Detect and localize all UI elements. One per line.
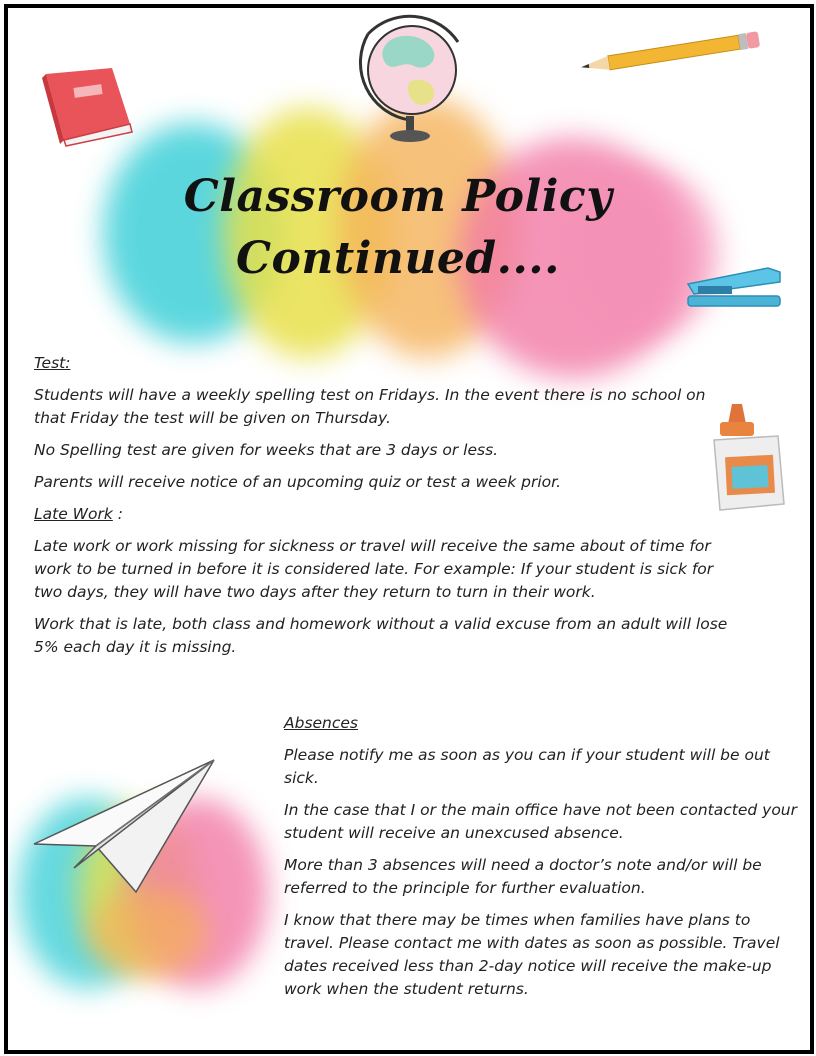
test-paragraph-2: No Spelling test are given for weeks that are 3 days or less.: [34, 441, 499, 459]
late-work-paragraph-2: Work that is late, both class and homework without a valid excuse from an adult will lose 5% each day it is missing.: [34, 615, 728, 656]
title-line-1: Classroom Policy: [183, 171, 613, 222]
document-page: [4, 4, 814, 1054]
late-work-heading-suffix: :: [112, 505, 123, 523]
absences-section: [284, 712, 804, 1010]
late-work-heading: Late Work: [34, 505, 113, 523]
late-work-heading-line: [34, 503, 734, 526]
absences-heading: Absences: [284, 714, 359, 732]
paper-airplane-icon: [30, 756, 220, 898]
book-icon: [34, 64, 138, 148]
absences-paragraph-2: In the case that I or the main office have not been contacted your student will receive an unexcused absence.: [284, 801, 797, 842]
title-line-2: Continued....: [236, 233, 560, 284]
absences-paragraph-4: I know that there may be times when families have plans to travel. Please contact me with dates as soon as possible. Travel dates received less than 2-day notice will receive the make-up work when the student returns.: [284, 911, 780, 998]
absences-paragraph-1: Please notify me as soon as you can if your student will be out sick.: [284, 746, 770, 787]
late-work-paragraph-1: Late work or work missing for sickness or travel will receive the same about of time for work to be turned in before it is considered late. For example: If your student is sick for two days, they will have two days after they return to turn in their work.: [34, 537, 714, 601]
test-paragraph-3: Parents will receive notice of an upcoming quiz or test a week prior.: [34, 473, 562, 491]
test-paragraph-1: Students will have a weekly spelling test on Fridays. In the event there is no school on that Friday the test will be given on Thursday.: [34, 386, 706, 427]
absences-paragraph-3: More than 3 absences will need a doctor’s note and/or will be referred to the principle for further evaluation.: [284, 856, 762, 897]
policy-section-upper: [34, 352, 734, 668]
pencil-icon: [574, 30, 768, 76]
page-title: [8, 166, 788, 290]
globe-icon: [340, 12, 490, 146]
test-heading: Test:: [34, 354, 71, 372]
